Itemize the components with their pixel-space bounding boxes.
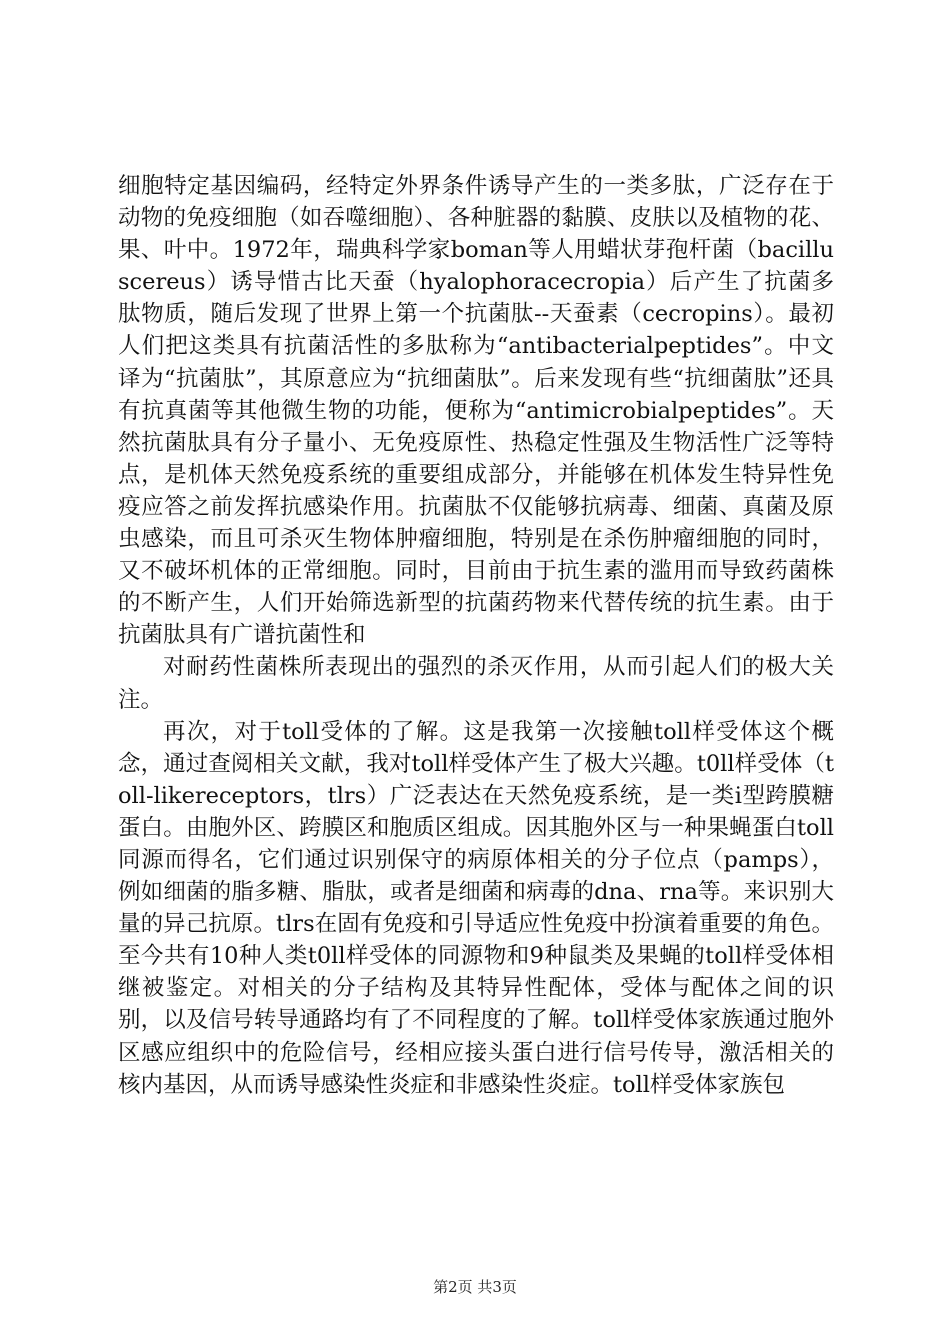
page-number-label: 第2页 共3页 [433, 1278, 517, 1296]
paragraph-toll-receptors: 再次，对于toll受体的了解。这是我第一次接触toll样受体这个概念，通过查阅相关文献，我对toll样受体产生了极大兴趣。t0ll样受体（toll-likereceptors，tlrs）广泛表达在天然免疫系统，是一类i型跨膜糖蛋白。由胞外区、跨膜区和胞质区组成。因其胞外区与一种果蝇蛋白toll同源而得名，它们通过识别保守的病原体相关的分子位点（pamps），例如细菌的脂多糖、脂肽，或者是细菌和病毒的dna、rna等。来识别大量的异己抗原。tlrs在固有免疫和引导适应性免疫中扮演着重要的角色。至今共有10种人类t0ll样受体的同源物和9种鼠类及果蝇的toll样受体相继被鉴定。对相关的分子结构及其特异性配体，受体与配体之间的识别，以及信号转导通路均有了不同程度的了解。toll样受体家族通过胞外区感应组织中的危险信号，经相应接头蛋白进行信号传导，激活相关的核内基因，从而诱导感染性炎症和非感染性炎症。toll样受体家族包 [118, 718, 834, 1098]
document-body [118, 170, 834, 1101]
paragraph-antimicrobial-peptides: 细胞特定基因编码，经特定外界条件诱导产生的一类多肽，广泛存在于动物的免疫细胞（如吞噬细胞）、各种脏器的黏膜、皮肤以及植物的花、果、叶中。1972年，瑞典科学家boman等人用蜡状芽孢杆菌（bacilluscereus）诱导惜古比天蚕（hyalophoracecropia）后产生了抗菌多肽物质，随后发现了世界上第一个抗菌肽--天蚕素（cecropins）。最初人们把这类具有抗菌活性的多肽称为“antibacterialpeptides”。中文译为“抗菌肽”，其原意应为“抗细菌肽”。后来发现有些“抗细菌肽”还具有抗真菌等其他微生物的功能，便称为“antimicrobialpeptides”。天然抗菌肽具有分子量小、无免疫原性、热稳定性强及生物活性广泛等特点，是机体天然免疫系统的重要组成部分，并能够在机体发生特异性免疫应答之前发挥抗感染作用。抗菌肽不仅能够抗病毒、细菌、真菌及原虫感染，而且可杀灭生物体肿瘤细胞，特别是在杀伤肿瘤细胞的同时，又不破坏机体的正常细胞。同时，目前由于抗生素的滥用而导致药菌株的不断产生，人们开始筛选新型的抗菌药物来代替传统的抗生素。由于抗菌肽具有广谱抗菌性和 [118, 173, 834, 649]
page-footer [0, 1276, 950, 1297]
paragraph-drug-resistance: 对耐药性菌株所表现出的强烈的杀灭作用，从而引起人们的极大关注。 [118, 654, 834, 713]
